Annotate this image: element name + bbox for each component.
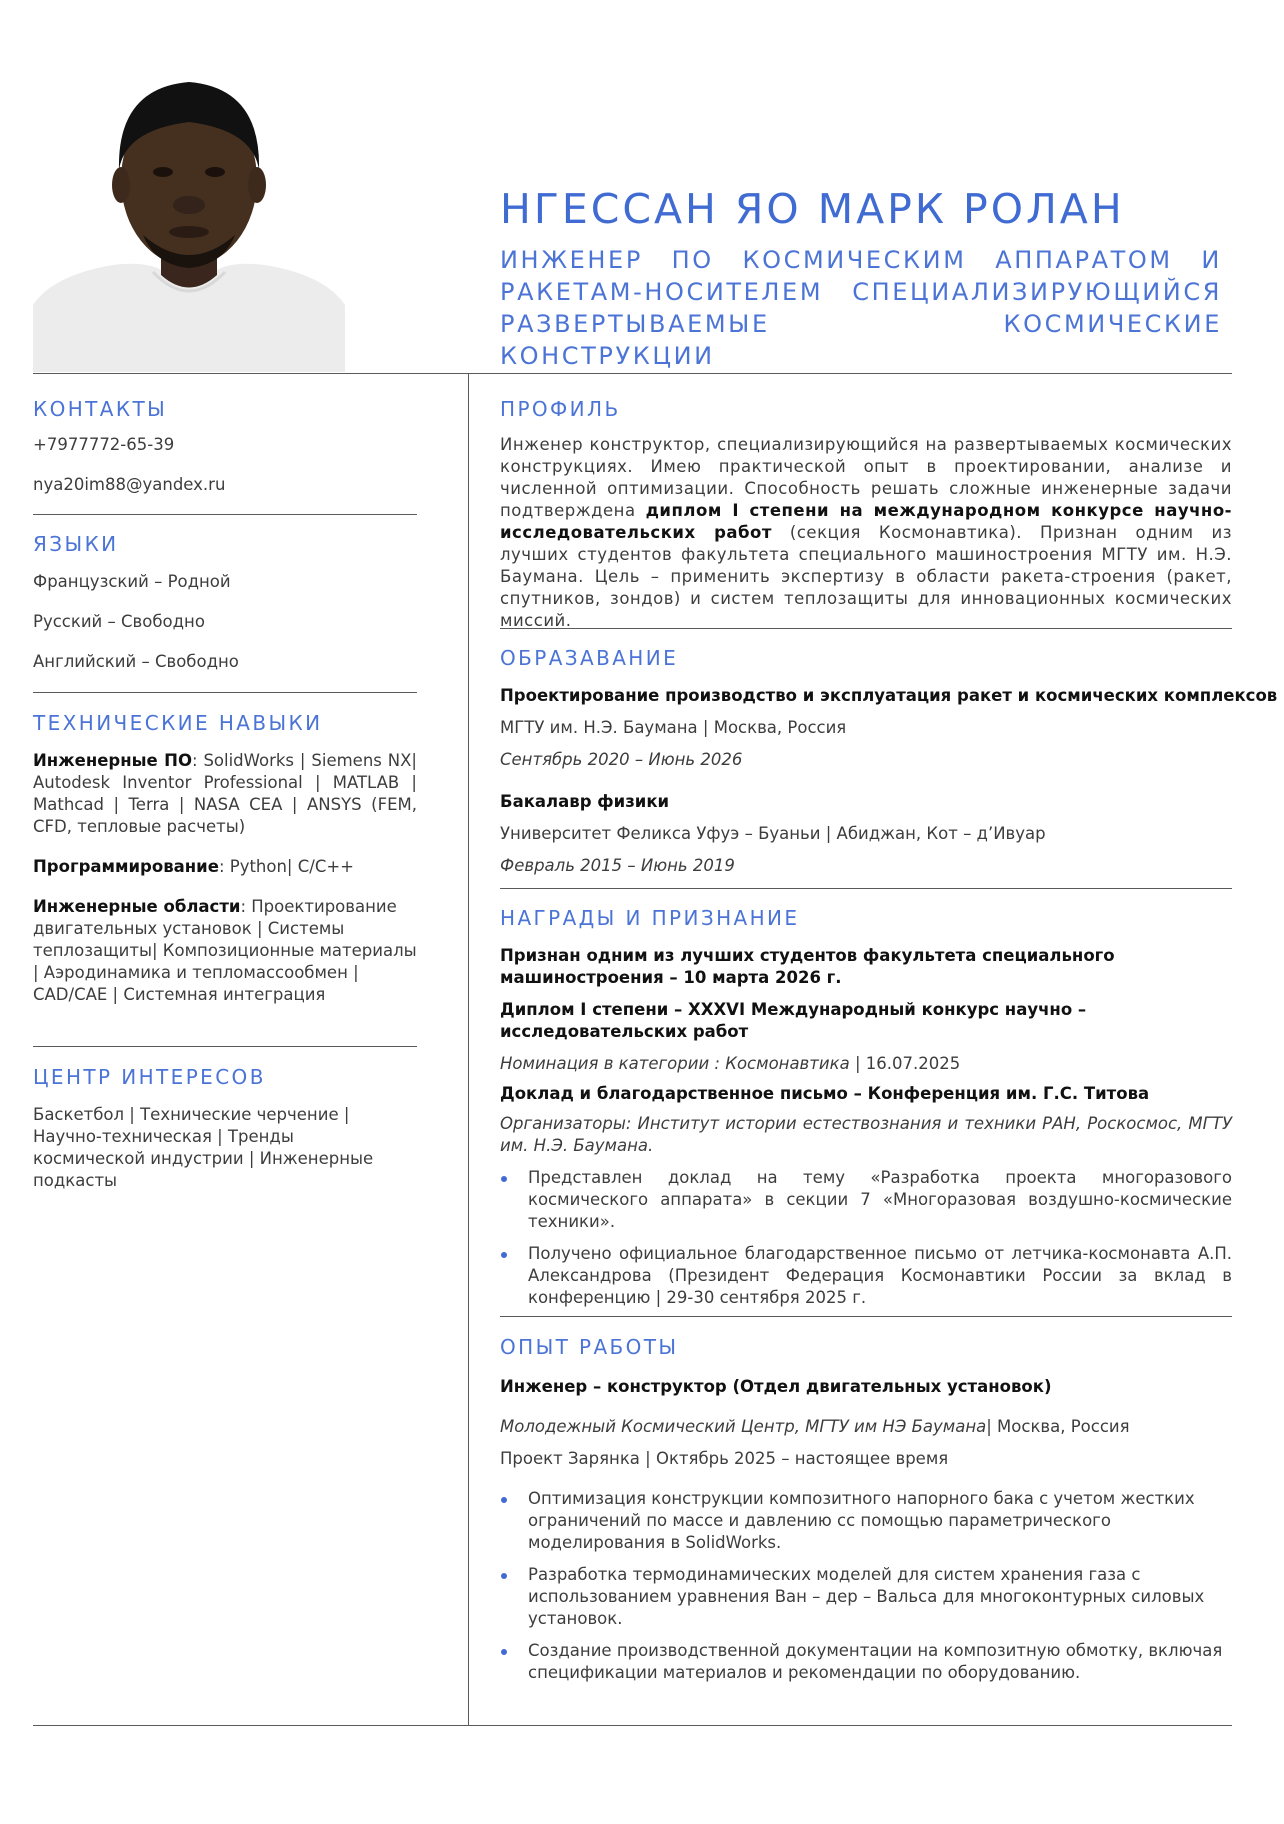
award-item: Диплом I степени – XXXVI Международный конкурс научно – исследовательских работ: [500, 1000, 1087, 1041]
email-address[interactable]: nya20im88@yandex.ru: [33, 475, 226, 494]
education-section: [500, 646, 1278, 877]
experience-bullet: Разработка термодинамических моделей для систем хранения газа с использованием уравнения Ван – дер – Вальса для многоконтурных силовых установок.: [500, 1564, 1232, 1630]
portrait-image: [33, 60, 345, 372]
education-period: Февраль 2015 – Июнь 2019: [500, 856, 735, 875]
divider-skills: [33, 1046, 417, 1047]
divider-contacts: [33, 514, 417, 515]
section-title-education: ОБРАЗАВАНИЕ: [500, 646, 679, 670]
experience-bullet: Оптимизация конструкции композитного напорного бака с учетом жестких ограничений по массе и давлению сс помощью параметрического моделирования в SolidWorks.: [500, 1488, 1232, 1554]
experience-section: [500, 1336, 1232, 1684]
experience-bullet: Создание производственной документации на композитную обмотку, включая спецификации материалов и рекомендации по оборудованию.: [500, 1640, 1232, 1684]
experience-project: Проект Зарянка | Октябрь 2025 – настоящее время: [500, 1449, 949, 1468]
skills-software-label: Инженерные ПО: [33, 751, 192, 770]
section-title-experience: ОПЫТ РАБОТЫ: [500, 1335, 679, 1359]
award-bullet: Получено официальное благодарственное письмо от летчика-космонавта А.П. Александрова (Президент Федерация Космонавтики России за вклад в конференцию | 29-30 сентября 2025 г.: [500, 1243, 1232, 1309]
languages-section: [33, 533, 417, 673]
profile-text-part: (секция Космонавтика). Признан одним из лучших студентов факультета специального машиностроения МГТУ им. Н.Э. Баумана. Цель – применить экспертизу в области ракета-строения (ракет, спутников, зондов) и систем теплозащиты для инновационных космических миссий.: [500, 523, 1232, 630]
language-item: Русский – Свободно: [33, 612, 205, 631]
profile-text: [500, 434, 1232, 632]
education-school: Университет Феликса Уфуэ – Буаньи | Абиджан, Кот – д’Ивуар: [500, 824, 1046, 843]
skills-areas: [33, 896, 417, 1006]
education-period: Сентябрь 2020 – Июнь 2026: [500, 750, 743, 769]
section-title-profile: ПРОФИЛЬ: [500, 397, 621, 421]
award-nomination: [500, 1053, 1232, 1075]
experience-location: | Москва, Россия: [986, 1417, 1130, 1436]
experience-organization: [500, 1416, 1232, 1438]
skills-areas-text: : Проектирование двигательных установок | Системы теплозащиты| Композиционные материалы | Аэродинамика и тепломассообмен | CAD/CAE | Системная интеграция: [33, 897, 417, 1004]
education-degree: Проектирование производство и эксплуатация ракет и космических комплексов: [500, 686, 1278, 705]
profile-photo: [33, 60, 345, 372]
skills-programming: [33, 856, 417, 878]
skills-programming-label: Программирование: [33, 857, 219, 876]
phone-number[interactable]: +7977772-65-39: [33, 435, 175, 454]
divider-languages: [33, 692, 417, 693]
header-divider: [33, 373, 1232, 374]
award-date: | 16.07.2025: [849, 1054, 961, 1073]
skills-areas-label: Инженерные области: [33, 897, 241, 916]
interests-section: [33, 1066, 417, 1192]
section-title-skills: ТЕХНИЧЕСКИЕ НАВЫКИ: [33, 711, 323, 735]
skills-software: [33, 750, 417, 838]
divider-awards: [500, 1316, 1232, 1317]
skills-programming-text: : Python| C/C++: [218, 857, 354, 876]
award-item: Доклад и благодарственное письмо – Конференция им. Г.С. Титова: [500, 1084, 1150, 1103]
award-item: Признан одним из лучших студентов факультета специального машиностроения – 10 марта 2026 г.: [500, 946, 1115, 987]
interests-text: Баскетбол | Технические черчение | Научно-техническая | Тренды космической индустрии | Инженерные подкасты: [33, 1105, 374, 1190]
profile-text-highlight: диплом I степени на международном конкурсе научно-исследовательских работ: [500, 501, 1232, 542]
award-bullet: Представлен доклад на тему «Разработка проекта многоразового космического аппарата» в секции 7 «Многоразовая воздушно-космические техники».: [500, 1167, 1232, 1233]
profile-section: [500, 398, 1232, 632]
divider-profile: [500, 628, 1232, 629]
language-item: Французский – Родной: [33, 572, 231, 591]
column-divider: [468, 373, 469, 1725]
award-organizers: Организаторы: Институт истории естествознания и техники РАН, Роскосмос, МГТУ им. Н.Э. Баумана.: [500, 1114, 1232, 1155]
skills-section: [33, 712, 417, 1006]
education-degree: Бакалавр физики: [500, 792, 670, 811]
experience-org-name: Молодежный Космический Центр, МГТУ им НЭ Баумана: [500, 1417, 987, 1436]
full-name: НГЕССАН ЯО МАРК РОЛАН: [500, 185, 1125, 234]
experience-position: Инженер – конструктор (Отдел двигательных установок): [500, 1377, 1052, 1396]
profile-text-part: Инженер конструктор, специализирующийся на развертываемых космических конструкциях. Имею практической опыт в проектировании, анализе и численной оптимизации. Способность решать сложные инженерные задачи подтверждена: [500, 435, 1232, 520]
section-title-interests: ЦЕНТР ИНТЕРЕСОВ: [33, 1065, 266, 1089]
language-item: Английский – Свободно: [33, 652, 239, 671]
section-title-awards: НАГРАДЫ И ПРИЗНАНИЕ: [500, 906, 800, 930]
contacts-section: [33, 398, 417, 496]
footer-divider: [33, 1725, 1232, 1726]
job-title: ИНЖЕНЕР ПО КОСМИЧЕСКИМ АППАРАТОМ И РАКЕТАМ-НОСИТЕЛЕМ СПЕЦИАЛИЗИРУЮЩИЙСЯ РАЗВЕРТЫВАЕМЫЕ КОСМИЧЕСКИЕ КОНСТРУКЦИИ: [500, 246, 1222, 370]
award-nomination-text: Номинация в категории : Космонавтика: [500, 1054, 850, 1073]
divider-education: [500, 888, 1232, 889]
education-school: МГТУ им. Н.Э. Баумана | Москва, Россия: [500, 718, 847, 737]
awards-section: [500, 907, 1232, 1309]
section-title-languages: ЯЗЫКИ: [33, 532, 119, 556]
section-title-contacts: КОНТАКТЫ: [33, 397, 168, 421]
skills-software-text: : SolidWorks | Siemens NX| Autodesk Inventor Professional | MATLAB | Mathcad | Terra | NASA CEA | ANSYS (FEM, CFD, тепловые расчеты): [33, 751, 417, 836]
